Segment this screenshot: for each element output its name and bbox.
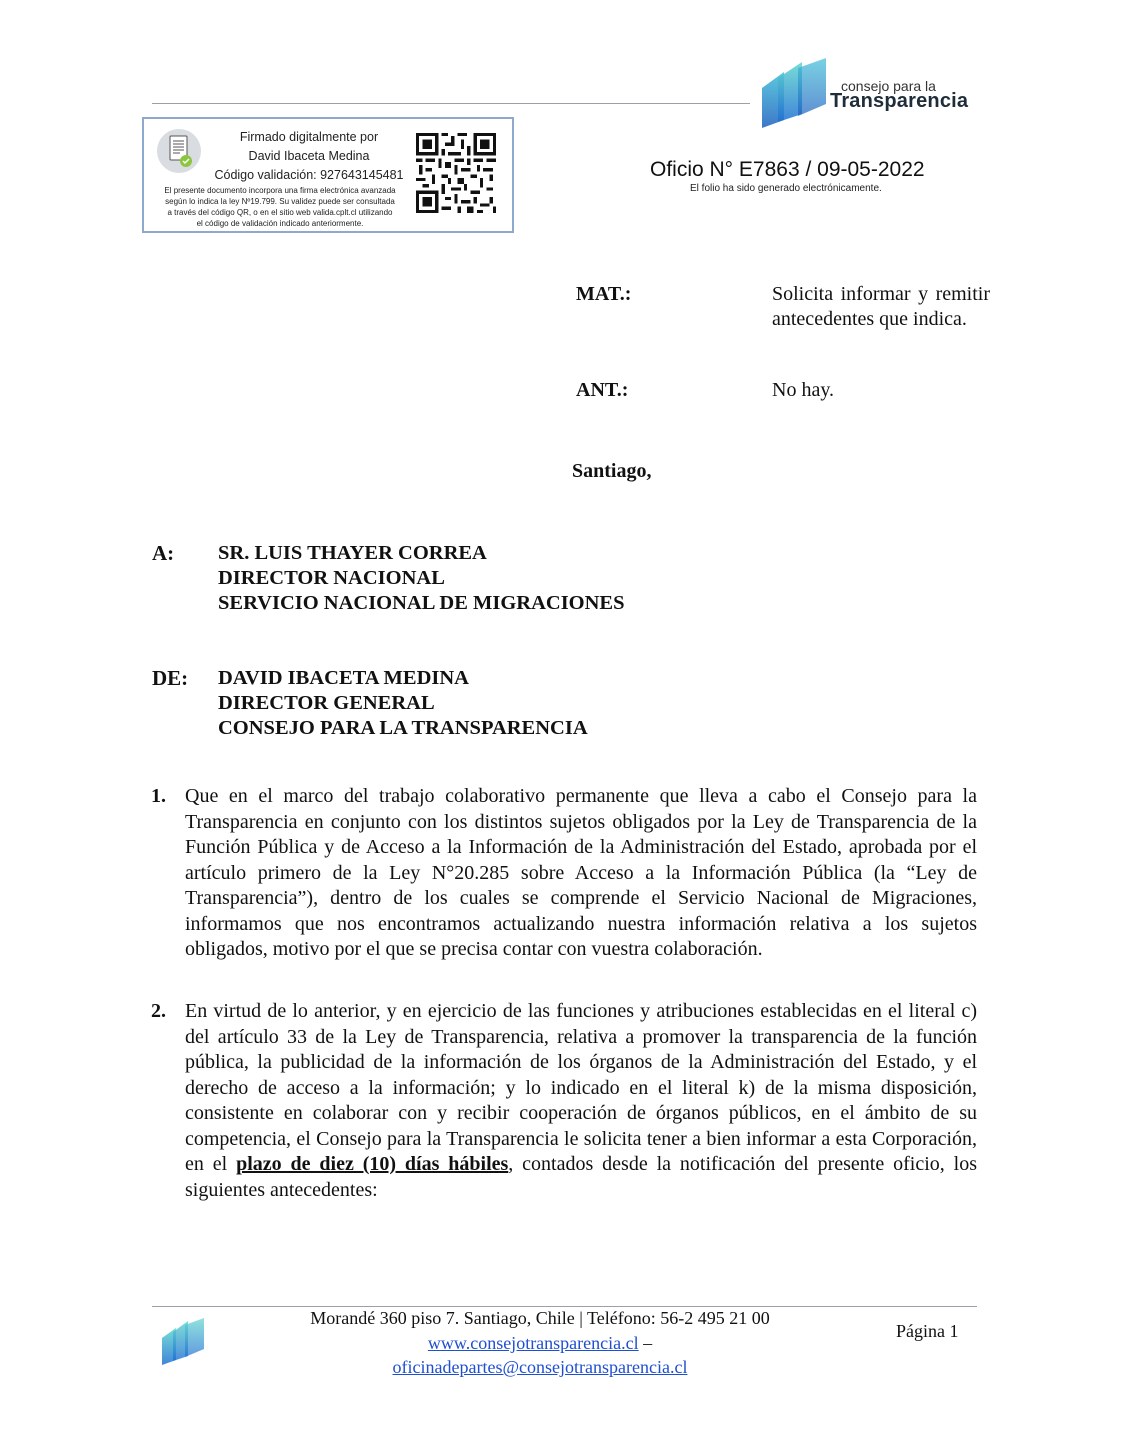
paragraph-1: Que en el marco del trabajo colaborativo permanente que lleva a cabo el Consejo para la Transparencia en conjunto con los distintos sujetos obligados por la Ley de Transparencia de la Función Pública y de Acceso a la Información de la Administración del Estado, aprobada por el artículo primero de la Ley N°20.285 sobre Acceso a la Información Pública (la “Ley de Transparencia”), dentro de los cuales se comprende el Servicio Nacional de Migraciones, informamos que nos encontramos actualizando nuestra información relativa a los sujetos obligados, motivo por el que se precisa contar con vuestra colaboración. (185, 785, 977, 960)
qr-code-icon (416, 133, 496, 213)
recipient-role: DIRECTOR NACIONAL (218, 567, 445, 589)
website-link[interactable]: www.consejotransparencia.cl (427, 1333, 639, 1353)
logo-big-text: Transparencia (830, 90, 969, 112)
stamp-signed-by: Firmado digitalmente por (239, 130, 379, 144)
sender-org: CONSEJO PARA LA TRANSPARENCIA (218, 717, 588, 739)
paragraph-number: 2. (151, 1000, 166, 1022)
recipient-name: SR. LUIS THAYER CORREA (218, 542, 487, 564)
stamp-legal-note: El presente documento incorpora una firma electrónica avanzada (164, 186, 396, 195)
email-link[interactable]: oficinadepartes@consejotransparencia.cl (392, 1357, 688, 1377)
sender-block (218, 666, 588, 741)
recipient-org: SERVICIO NACIONAL DE MIGRACIONES (218, 592, 625, 614)
stamp-legal-note: el código de validación indicado anteriormente. (196, 219, 364, 228)
recipient-block (218, 541, 625, 616)
stamp-legal-note: según lo indica la ley Nº19.799. Su validez puede ser consultada (165, 197, 395, 206)
footer-address: Morandé 360 piso 7. Santiago, Chile | Teléfono: 56-2 495 21 00 (310, 1308, 770, 1328)
paragraph-number: 1. (151, 785, 166, 807)
logo-mark-icon (758, 58, 830, 130)
footer-website-line (270, 1333, 810, 1354)
footer-logo-icon (160, 1318, 206, 1366)
footer-separator: – (638, 1333, 653, 1353)
footer-email-line (270, 1357, 810, 1378)
folio-note: El folio ha sido generado electrónicamente. (690, 183, 882, 194)
stamp-legal-note: a través del código QR, o en el sitio web valida.cplt.cl utilizando (167, 208, 393, 217)
header-rule (152, 103, 750, 104)
mat-text: Solicita informar y remitir antecedentes que indica. (772, 283, 990, 330)
paragraph-2-text: En virtud de lo anterior, y en ejercicio de las funciones y atribuciones establecidas en el literal c) del artículo 33 de la Ley de Transparencia, relativa a promover la transparencia de la función pública, la publicidad de la información de los órganos de la Administración del Estado, y el derecho de acceso a la información; y lo indicado en el literal k) de la misma disposición, consistente en colaborar con y recibir cooperación de órganos públicos, en el ámbito de su competencia, el Consejo para la Transparencia le solicita tener a bien informar a esta Corporación, en el (185, 1000, 977, 1175)
paragraph-2-text-end: , contados desde la notificación del presente oficio, los siguientes antecedentes: (185, 1153, 978, 1201)
sender-name: DAVID IBACETA MEDINA (218, 667, 469, 689)
ant-label: ANT.: (576, 379, 629, 401)
from-label: DE: (152, 666, 189, 690)
to-label: A: (152, 541, 175, 565)
header-logo (758, 58, 973, 130)
oficio-number: Oficio N° E7863 / 09-05-2022 (650, 158, 925, 181)
mat-label: MAT.: (576, 283, 632, 305)
footer-rule (152, 1306, 977, 1307)
stamp-signer-name: David Ibaceta Medina (248, 149, 370, 163)
place-date: Santiago, (572, 460, 652, 482)
digital-signature-stamp (142, 117, 514, 233)
ant-text: No hay. (772, 379, 835, 401)
sender-role: DIRECTOR GENERAL (218, 692, 435, 714)
deadline-emphasis: plazo de diez (10) días hábiles (236, 1153, 509, 1175)
logo-small-text: consejo para la (841, 78, 936, 94)
page-number: Página 1 (896, 1321, 959, 1341)
stamp-validation-code: Código validación: 927643145481 (214, 168, 404, 182)
signed-document-icon (156, 128, 202, 174)
paragraph-2 (185, 999, 977, 1203)
